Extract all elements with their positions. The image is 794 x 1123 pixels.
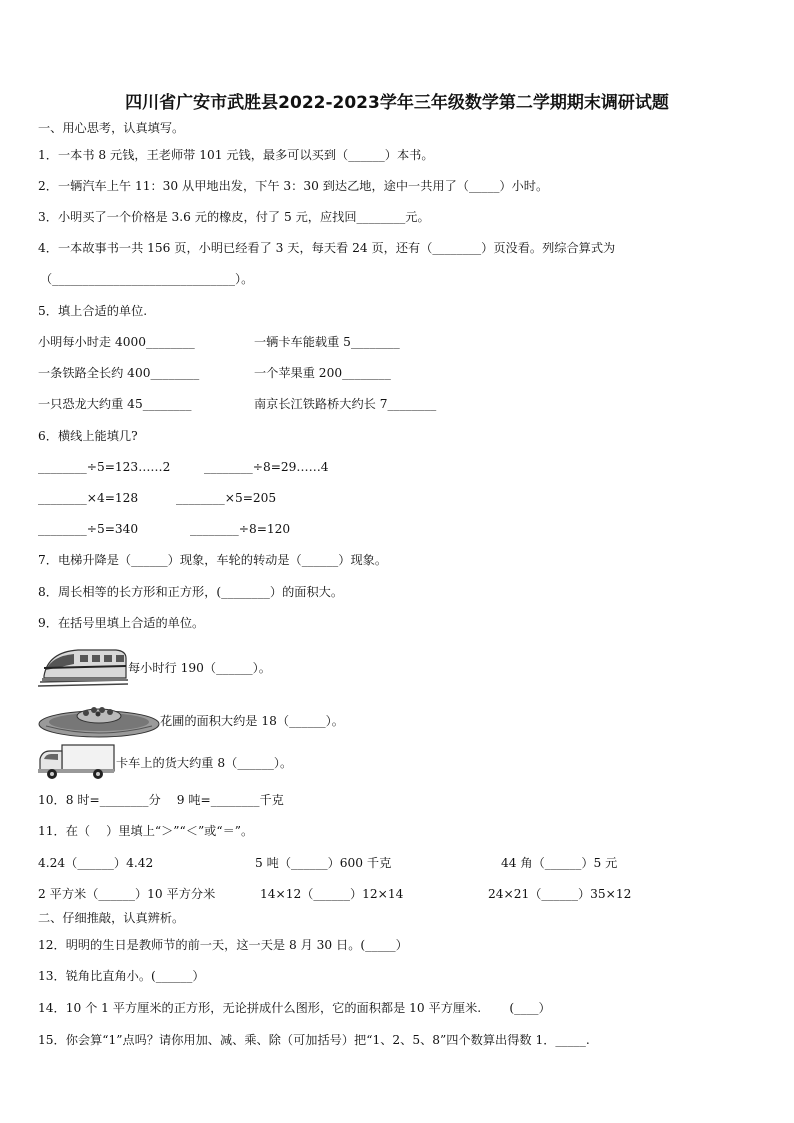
q5-item: 一个苹果重 200________	[254, 366, 391, 380]
question-2: 2．一辆汽车上午 11：30 从甲地出发，下午 3：30 到达乙地，途中一共用了（_____）小时。	[38, 179, 549, 193]
train-icon	[38, 642, 128, 690]
q6-item: ________×5=205	[176, 491, 277, 505]
question-9: 9．在括号里填上合适的单位。	[38, 616, 205, 630]
q5-item: 南京长江铁路桥大约长 7________	[254, 397, 437, 411]
q6-item: ________÷8=29……4	[204, 460, 329, 474]
question-15: 15．你会算“1”点吗？请你用加、减、乘、除（可加括号）把“1、2、5、8”四个数算出得数 1．_____.	[38, 1033, 590, 1047]
flower-bed-icon	[38, 700, 160, 738]
q11-item: 2 平方米（______）10 平方分米	[38, 887, 216, 901]
q11-item: 14×12（______）12×14	[260, 887, 404, 901]
q11-item: 24×21（______）35×12	[488, 887, 632, 901]
question-4-answer: （______________________________）。	[40, 272, 254, 286]
section-1-heading: 一、用心思考，认真填写。	[38, 121, 185, 135]
question-12: 12．明明的生日是教师节的前一天，这一天是 8 月 30 日。(_____）	[38, 938, 408, 952]
question-3: 3．小明买了一个价格是 3.6 元的橡皮，付了 5 元，应找回________元。	[38, 210, 430, 224]
q6-item: ________÷8=120	[190, 522, 291, 536]
q11-item: 5 吨（______）600 千克	[255, 856, 392, 870]
q6-item: ________÷5=123……2	[38, 460, 171, 474]
q9-item: 卡车上的货大约重 8（______）。	[116, 756, 293, 770]
q11-item: 44 角（______）5 元	[501, 856, 618, 870]
question-7: 7．电梯升降是（______）现象，车轮的转动是（______）现象。	[38, 553, 388, 567]
question-1: 1．一本书 8 元钱，王老师带 101 元钱，最多可以买到（______）本书。	[38, 148, 434, 162]
q6-item: ________÷5=340	[38, 522, 139, 536]
q5-item: 一只恐龙大约重 45________	[38, 397, 192, 411]
section-2-heading: 二、仔细推敲，认真辨析。	[38, 911, 185, 925]
q5-item: 一辆卡车能载重 5________	[254, 335, 400, 349]
q5-item: 小明每小时走 4000________	[38, 335, 195, 349]
question-5: 5．填上合适的单位.	[38, 304, 148, 318]
truck-icon	[36, 743, 116, 781]
question-10: 10．8 时=________分 9 吨=________千克	[38, 793, 284, 807]
q6-item: ________×4=128	[38, 491, 139, 505]
page-title: 四川省广安市武胜县2022-2023学年三年级数学第二学期期末调研试题	[125, 93, 669, 113]
question-11: 11．在（ ）里填上“＞”“＜”或“＝”。	[38, 824, 254, 838]
question-4: 4．一本故事书一共 156 页，小明已经看了 3 天，每天看 24 页，还有（________）页没看。列综合算式为	[38, 241, 616, 255]
question-13: 13．锐角比直角小。(______）	[38, 969, 205, 983]
q5-item: 一条铁路全长约 400________	[38, 366, 200, 380]
q9-item: 每小时行 190（______）。	[128, 661, 271, 675]
question-6: 6．横线上能填几?	[38, 429, 138, 443]
question-8: 8．周长相等的长方形和正方形，(________）的面积大。	[38, 585, 344, 599]
q9-item: 花圃的面积大约是 18（______）。	[160, 714, 344, 728]
q11-item: 4.24（______）4.42	[38, 856, 154, 870]
question-14: 14．10 个 1 平方厘米的正方形，无论拼成什么图形，它的面积都是 10 平方厘米. (____）	[38, 1001, 551, 1015]
